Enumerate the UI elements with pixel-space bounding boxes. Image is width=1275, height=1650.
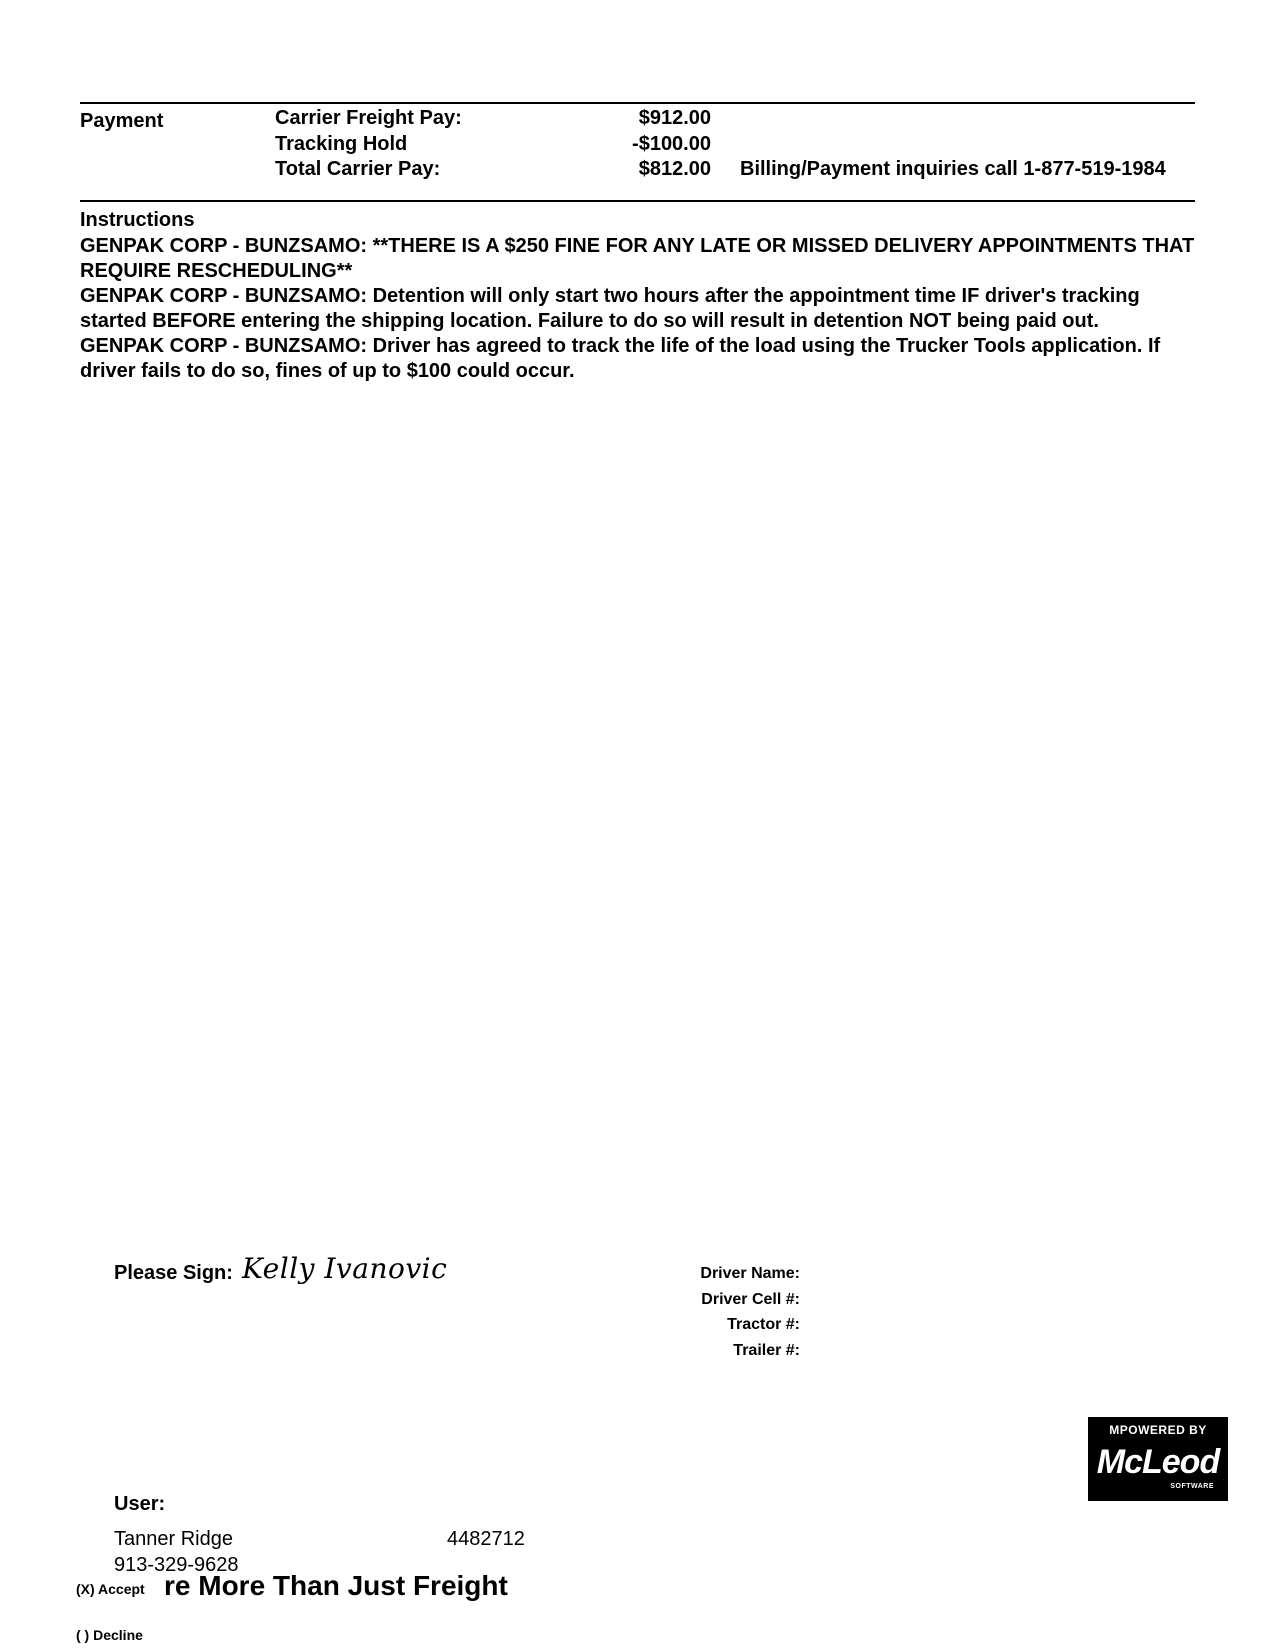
instructions-heading: Instructions <box>80 209 195 231</box>
driver-cell-label: Driver Cell #: <box>701 1291 800 1308</box>
slogan-text: re More Than Just Freight <box>164 1570 508 1601</box>
total-carrier-pay-amount: $812.00 <box>638 158 711 180</box>
logo-brand: McLeod <box>1096 1443 1220 1481</box>
logo-sub-text: SOFTWARE <box>1170 1483 1214 1490</box>
carrier-freight-pay-amount: $912.00 <box>638 107 711 129</box>
user-phone: 913-329-9628 <box>114 1554 239 1576</box>
tracking-hold-amount: -$100.00 <box>632 133 711 155</box>
instruction-line: GENPAK CORP - BUNZSAMO: Detention will only start two hours after the appointment time IF driver's tracking started BEFORE entering the shipping location. Failure to do so will result in detention NOT being paid out. <box>80 285 1140 332</box>
signature-value: Kelly Ivanovic <box>242 1252 448 1285</box>
user-label: User: <box>114 1493 166 1515</box>
payment-bottom-divider <box>80 200 1195 202</box>
user-id: 4482712 <box>447 1528 525 1550</box>
accept-option[interactable]: (X) Accept <box>76 1581 145 1597</box>
decline-option[interactable]: ( ) Decline <box>76 1627 143 1643</box>
instruction-line: GENPAK CORP - BUNZSAMO: Driver has agreed to track the life of the load using the Trucker Tools application. If driver fails to do so, fines of up to $100 could occur. <box>80 335 1161 382</box>
payment-section-label: Payment <box>80 110 164 132</box>
billing-inquiries-note: Billing/Payment inquiries call 1-877-519-1984 <box>740 158 1166 180</box>
user-name: Tanner Ridge <box>114 1528 233 1550</box>
instruction-line: GENPAK CORP - BUNZSAMO: **THERE IS A $250 FINE FOR ANY LATE OR MISSED DELIVERY APPOINTMENTS THAT REQUIRE RESCHEDULING** <box>80 235 1195 282</box>
instructions-body <box>80 234 1195 384</box>
tractor-label: Tractor #: <box>727 1316 800 1333</box>
tracking-hold-label: Tracking Hold <box>275 133 408 155</box>
trailer-label: Trailer #: <box>733 1342 800 1359</box>
top-divider <box>80 102 1195 104</box>
please-sign-label: Please Sign: <box>114 1262 233 1284</box>
logo-top-text: MPOWERED BY <box>1109 1423 1207 1437</box>
driver-name-label: Driver Name: <box>700 1265 800 1282</box>
carrier-freight-pay-label: Carrier Freight Pay: <box>275 107 462 129</box>
total-carrier-pay-label: Total Carrier Pay: <box>275 158 441 180</box>
mcleod-logo <box>1088 1417 1228 1501</box>
